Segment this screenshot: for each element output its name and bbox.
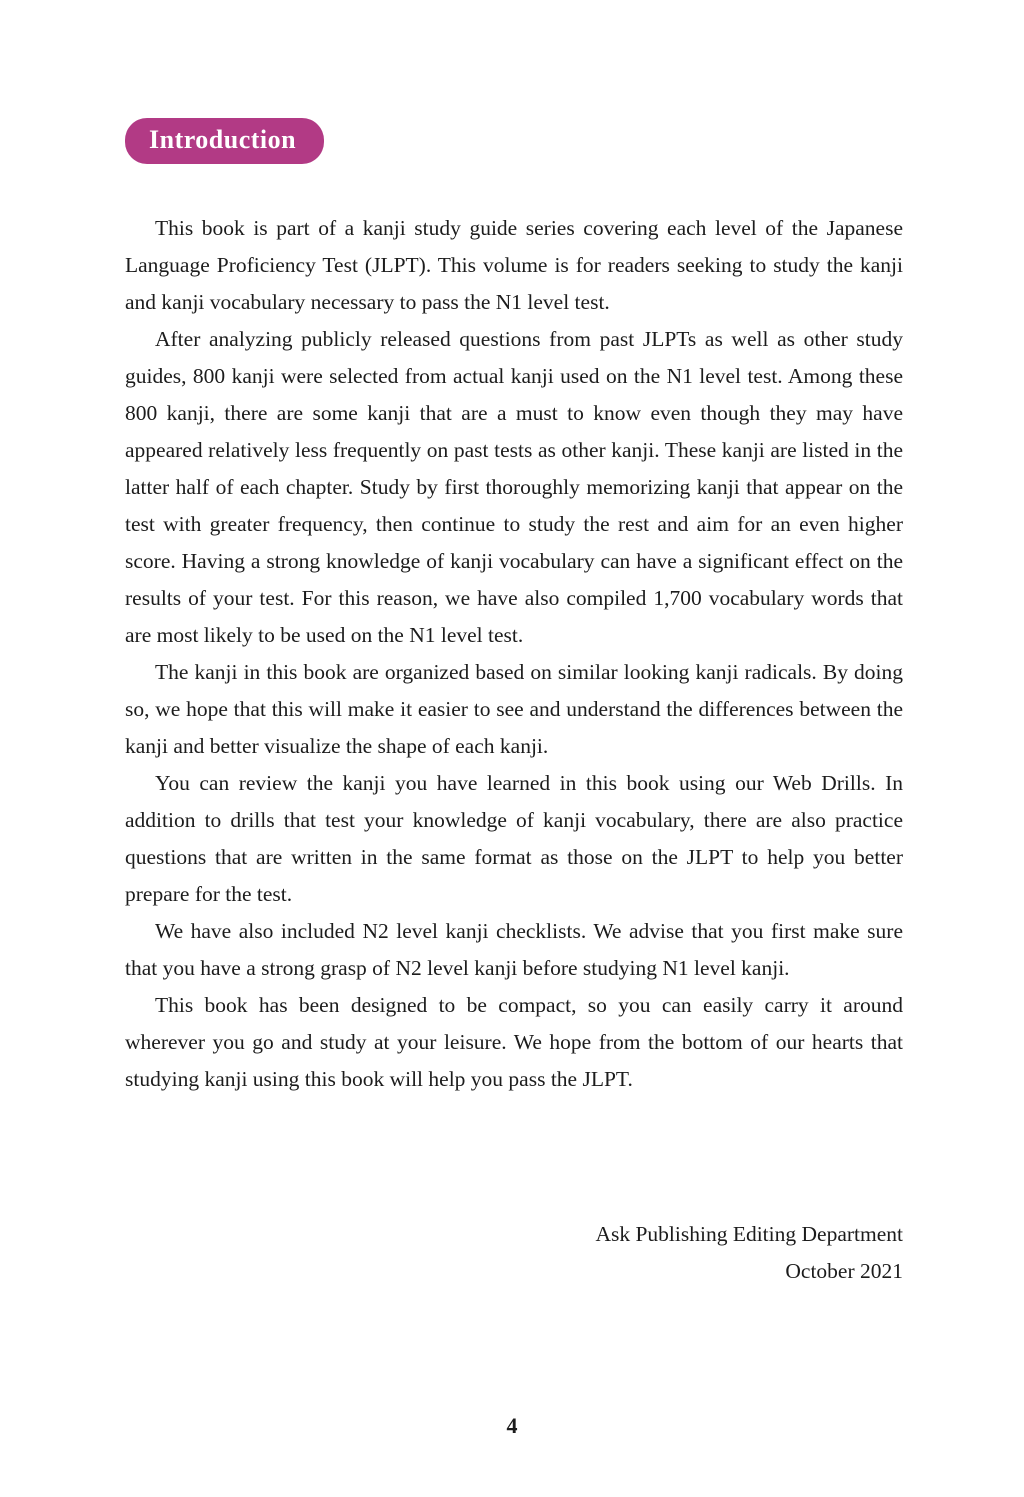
introduction-badge: Introduction [125, 118, 324, 164]
page-number: 4 [506, 1413, 518, 1438]
paragraph: You can review the kanji you have learned in this book using our Web Drills. In addition to drills that test your knowledge of kanji vocabulary, there are also practice questions that are written in the same format as those on the JLPT to help you better prepare for the test. [125, 771, 903, 906]
introduction-body [125, 210, 903, 1098]
paragraph: The kanji in this book are organized based on similar looking kanji radicals. By doing so, we hope that this will make it easier to see and understand the differences between the kanji and better visualize the shape of each kanji. [125, 660, 903, 758]
signature-department: Ask Publishing Editing Department [595, 1222, 903, 1246]
paragraph: This book is part of a kanji study guide series covering each level of the Japanese Language Proficiency Test (JLPT). This volume is for readers seeking to study the kanji and kanji vocabulary necessary to pass the N1 level test. [125, 216, 903, 314]
paragraph: After analyzing publicly released questions from past JLPTs as well as other study guides, 800 kanji were selected from actual kanji used on the N1 level test. Among these 800 kanji, there are some kanji that are a must to know even though they may have appeared relatively less frequently on past tests as other kanji. These kanji are listed in the latter half of each chapter. Study by first thoroughly memorizing kanji that appear on the test with greater frequency, then continue to study the rest and aim for an even higher score. Having a strong knowledge of kanji vocabulary can have a significant effect on the results of your test. For this reason, we have also compiled 1,700 vocabulary words that are most likely to be used on the N1 level test. [125, 327, 903, 647]
signature-block [125, 1216, 903, 1290]
paragraph: We have also included N2 level kanji checklists. We advise that you first make sure that you have a strong grasp of N2 level kanji before studying N1 level kanji. [125, 919, 903, 980]
paragraph: This book has been designed to be compact, so you can easily carry it around wherever you go and study at your leisure. We hope from the bottom of our hearts that studying kanji using this book will help you pass the JLPT. [125, 993, 903, 1091]
signature-date: October 2021 [785, 1259, 903, 1283]
